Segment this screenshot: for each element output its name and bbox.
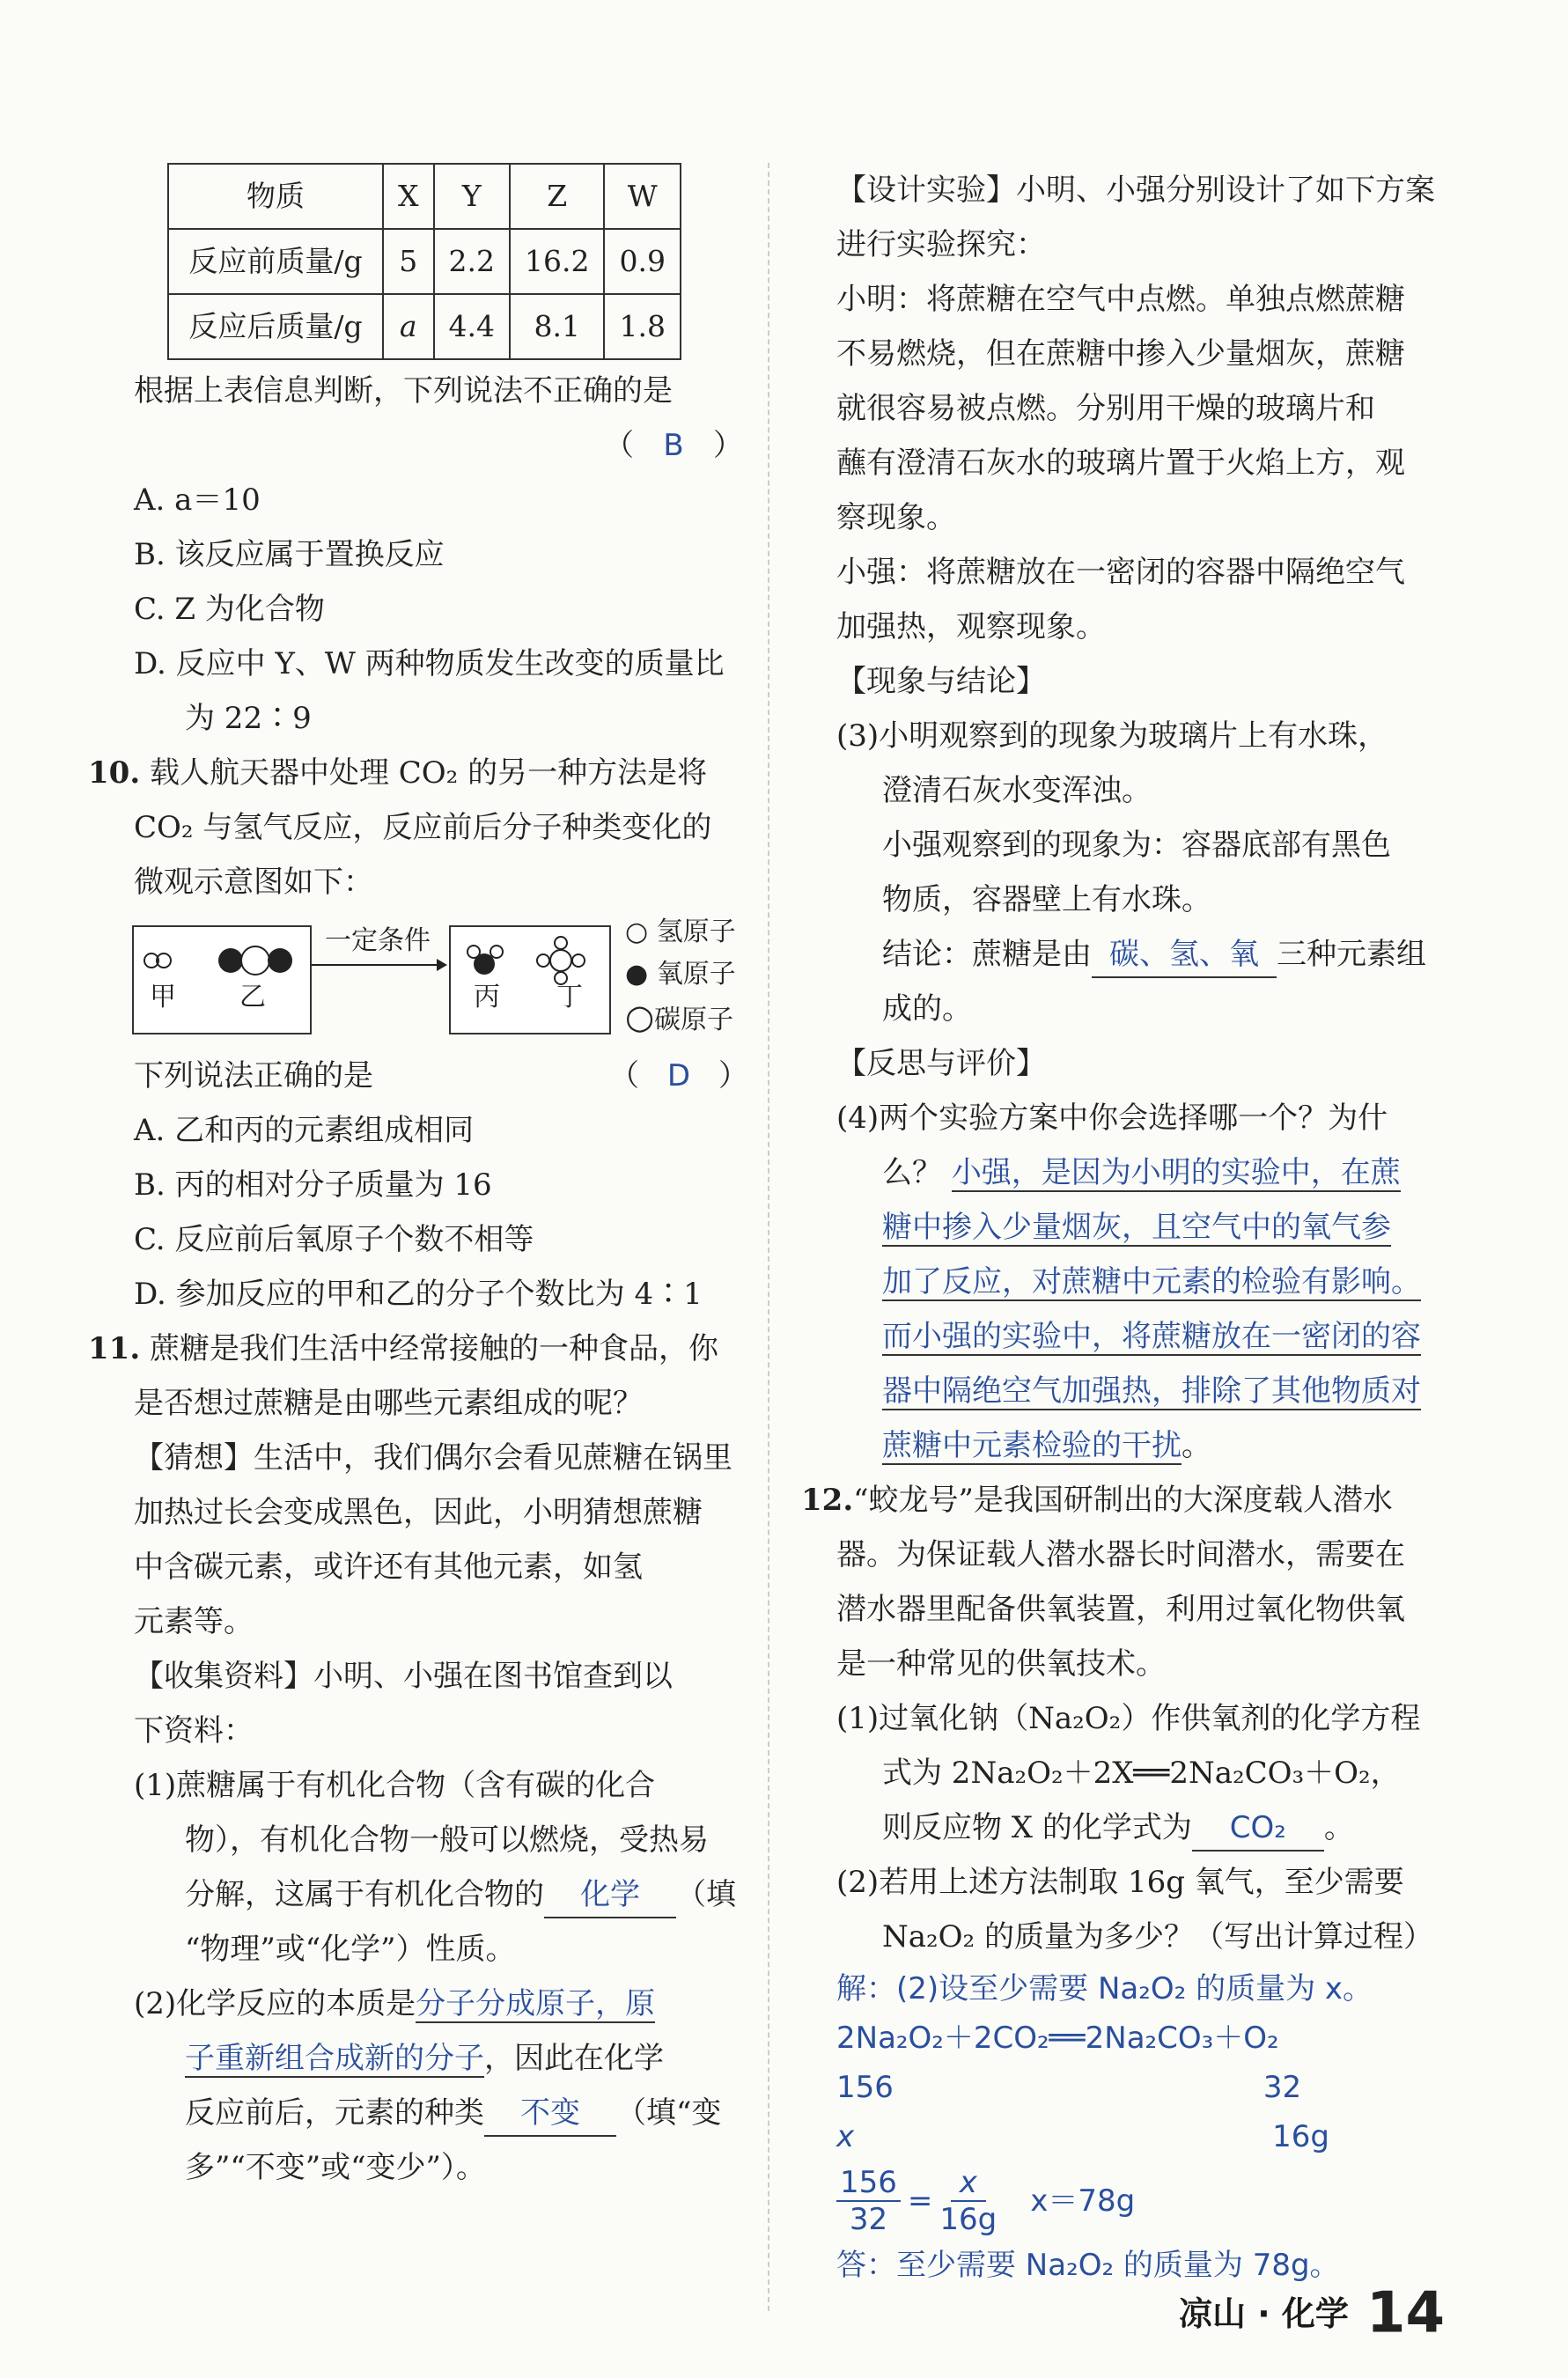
footer-label: 凉山 · 化学 [1179, 2293, 1349, 2333]
fraction [939, 2165, 997, 2237]
q9-option-b: B. 该反应属于置换反应 [134, 537, 445, 572]
legend-item [625, 911, 736, 953]
solution-values [836, 2112, 1444, 2161]
label-ding: 丁 [556, 982, 583, 1012]
q11-phen-answer: 碳、氢、氧 [1092, 932, 1277, 978]
q11-item2-text: ，因此在化学 [484, 2041, 664, 2076]
q11-phen-line: 成的。 [882, 991, 972, 1027]
table-cell: 0.9 [604, 229, 680, 294]
q11-xiaoming-line: 蘸有澄清石灰水的玻璃片置于火焰上方，观 [836, 445, 1405, 481]
table-cell: 16.2 [510, 229, 604, 294]
q9-option-c: C. Z 为化合物 [134, 592, 325, 627]
q12-item1-answer: CO₂ [1192, 1806, 1324, 1852]
q11-reflect-line [836, 1418, 1444, 1473]
q10-option-b: B. 丙的相对分子质量为 16 [134, 1167, 492, 1203]
solution-line: 解：(2)设至少需要 Na₂O₂ 的质量为 x。 [836, 1971, 1373, 2006]
table-header-cell: Y [434, 164, 510, 229]
solution-masses [836, 2063, 1444, 2112]
label-yi: 乙 [239, 982, 266, 1012]
atom-legend [625, 911, 736, 1042]
q9-option-a: A. a＝10 [134, 482, 261, 518]
q12-intro-text: “蛟龙号”是我国研制出的大深度载人潜水 [853, 1483, 1393, 1518]
solution-proportion [836, 2161, 1444, 2241]
q11-reflect-answer: 加了反应，对蔗糖中元素的检验有影响。 [882, 1264, 1421, 1299]
q10-stem2: 下列说法正确的是 [134, 1058, 373, 1093]
q11-xiaoming-line: 察现象。 [836, 500, 956, 535]
q9-option-d-cont: 为 22∶9 [185, 701, 312, 736]
q11-intro-text: 蔗糖是我们生活中经常接触的一种食品，你 [149, 1331, 718, 1366]
q9-data-table [167, 163, 681, 360]
q11-xiaoming-line: 就很容易被点燃。分别用干燥的玻璃片和 [836, 391, 1375, 426]
q11-reflect-line [836, 1364, 1444, 1418]
q11-design-line: 【设计实验】小明、小强分别设计了如下方案 [836, 173, 1435, 208]
solution-final: 答：至少需要 Na₂O₂ 的质量为 78g。 [836, 2248, 1340, 2283]
q11-item2-line [88, 2031, 748, 2086]
q11-item2-text: 反应前后，元素的种类 [185, 2095, 484, 2131]
q11-item2-text: （填“变 [616, 2095, 722, 2131]
solution-mass: 32 [1262, 2070, 1302, 2105]
legend-item [625, 996, 736, 1042]
q12-item1-text: 。 [1323, 1810, 1354, 1845]
legend-item [625, 953, 736, 996]
q11-xiaoqiang-line: 加强热，观察现象。 [836, 609, 1106, 644]
fraction [836, 2165, 901, 2237]
solution-result: x＝78g [1030, 2183, 1136, 2219]
q11-xiaoming-line: 不易燃烧，但在蔗糖中掺入少量烟灰，蔗糖 [836, 336, 1405, 372]
table-row [168, 294, 681, 359]
table-header-cell: Z [510, 164, 604, 229]
carbon-atom-icon [550, 950, 571, 971]
q10-stem-line: 微观示意图如下： [134, 865, 373, 900]
q11-reflect-answer: 器中隔绝空气加强热，排除了其他物质对 [882, 1373, 1421, 1409]
legend-label: 碳原子 [654, 1005, 734, 1035]
q11-item2-answer-b: 子重新组合成新的分子 [185, 2041, 484, 2076]
q11-item1-answer: 化学 [544, 1873, 676, 1918]
table-cell: 8.1 [510, 294, 604, 359]
q12-item2-line: (2)若用上述方法制取 16g 氧气，至少需要 [836, 1865, 1404, 1900]
q10-stem-text: 载人航天器中处理 CO₂ 的另一种方法是将 [149, 755, 708, 791]
q10-answer: D [666, 1058, 691, 1093]
q11-phen-line: 澄清石灰水变浑浊。 [882, 773, 1152, 808]
q11-item2-line [88, 2086, 748, 2140]
q11-guess-line: 元素等。 [134, 1604, 254, 1639]
oxygen-atom-icon [268, 948, 292, 973]
table-header-cell: 物质 [168, 164, 383, 229]
q11-reflect-answer: 蔗糖中元素检验的干扰 [882, 1428, 1182, 1463]
table-header-row [168, 164, 681, 229]
table-cell: 2.2 [434, 229, 510, 294]
q12-number: 12. [801, 1483, 854, 1518]
fraction-denominator: 32 [849, 2202, 888, 2237]
q11-item1-line: 物），有机化合物一般可以燃烧，受热易 [185, 1822, 709, 1858]
column-divider [768, 163, 769, 2311]
q10-stem-line: CO₂ 与氢气反应，反应前后分子种类变化的 [134, 810, 712, 845]
q11-intro-line [88, 1322, 748, 1376]
q11-xiaoming-line: 小明：将蔗糖在空气中点燃。单独点燃蔗糖 [836, 282, 1405, 317]
q11-guess-line: 中含碳元素，或许还有其他元素，如氢 [134, 1550, 643, 1585]
solution-equation: 2Na₂O₂＋2CO₂══2Na₂CO₃＋O₂ [836, 2021, 1279, 2056]
table-cell: a [383, 294, 434, 359]
solution-value: 16g [1272, 2119, 1329, 2154]
q11-reflect-answer: 而小强的实验中，将蔗糖放在一密闭的容 [882, 1319, 1421, 1354]
table-header-cell: X [383, 164, 434, 229]
q11-phen-line: 小强观察到的现象为：容器底部有黑色 [882, 828, 1391, 863]
q11-reflect-answer: 小强，是因为小明的实验中，在蔗 [951, 1155, 1401, 1190]
hydrogen-atom-icon [537, 954, 549, 967]
q10-molecule-diagram [132, 917, 748, 1040]
carbon-atom-icon [241, 946, 269, 975]
reactant-box [132, 925, 312, 1034]
q11-collect-line: 【收集资料】小明、小强在图书馆查到以 [134, 1659, 673, 1694]
fraction-numerator: 156 [836, 2165, 901, 2202]
fraction-denominator: 16g [939, 2202, 997, 2237]
oxygen-atom-icon [218, 948, 243, 973]
table-cell: 4.4 [434, 294, 510, 359]
q11-item2-line [88, 1977, 748, 2031]
q11-item2-line: 多”“不变”或“变少”）。 [185, 2150, 486, 2185]
q12-intro-line [801, 1473, 1444, 1528]
q10-number: 10. [88, 755, 141, 791]
q11-item1-line [88, 1867, 748, 1922]
left-column [88, 163, 748, 2195]
solution-value: x [836, 2119, 855, 2154]
q11-collect-line: 下资料： [134, 1713, 254, 1749]
q11-item1-text: 分解，这属于有机化合物的 [185, 1877, 544, 1912]
q11-reflect-title: 【反思与评价】 [836, 1046, 1046, 1081]
q11-reflect-answer: 糖中掺入少量烟灰，且空气中的氧气参 [882, 1210, 1391, 1245]
q11-reflect-text: 么？ [882, 1155, 942, 1190]
q11-phen-text: 三种元素组 [1277, 937, 1426, 972]
q11-design-line: 进行实验探究： [836, 227, 1046, 262]
q9-answer: B [663, 428, 684, 463]
table-header-cell: W [604, 164, 680, 229]
label-jia: 甲 [150, 982, 176, 1012]
table-cell: 1.8 [604, 294, 680, 359]
page-number: 14 [1366, 2280, 1445, 2346]
q11-item2-answer-a: 分子分成原子，原 [416, 1986, 656, 2021]
carbon-atom-icon: ○ [625, 998, 655, 1036]
q12-item1-line [836, 1800, 1444, 1855]
q12-intro-line: 器。为保证载人潜水器长时间潜水，需要在 [836, 1537, 1405, 1572]
hydrogen-atom-icon [467, 946, 480, 958]
product-box [449, 925, 611, 1034]
q12-item2-line: Na₂O₂ 的质量为多少？（写出计算过程） [882, 1919, 1433, 1955]
q11-xiaoqiang-line: 小强：将蔗糖放在一密闭的容器中隔绝空气 [836, 555, 1405, 590]
q11-reflect-line [836, 1309, 1444, 1364]
q11-phen-title: 【现象与结论】 [836, 664, 1046, 699]
q12-item1-line: 式为 2Na₂O₂＋2X══2Na₂CO₃＋O₂， [882, 1756, 1401, 1791]
table-cell: 5 [383, 229, 434, 294]
table-row [168, 229, 681, 294]
q11-phen-text: 结论：蔗糖是由 [882, 937, 1092, 972]
q12-solution [836, 1964, 1444, 2290]
equals-sign: = [907, 2183, 933, 2219]
q12-item1-line: (1)过氧化钠（Na₂O₂）作供氧剂的化学方程 [836, 1701, 1421, 1736]
q11-reflect-question: (4)两个实验方案中你会选择哪一个？为什 [836, 1101, 1388, 1136]
hydrogen-atom-icon [555, 937, 567, 949]
q11-number: 11. [88, 1331, 141, 1366]
q11-reflect-line [836, 1145, 1444, 1200]
q10-stem2-line: 下列说法正确的是 （ D ） [88, 1049, 748, 1103]
q12-intro-line: 潜水器里配备供氧装置，利用过氧化物供氧 [836, 1592, 1405, 1627]
q11-reflect-line [836, 1200, 1444, 1255]
q11-item1-line: (1)蔗糖属于有机化合物（含有碳的化合 [134, 1768, 656, 1803]
q12-item1-text: 则反应物 X 的化学式为 [882, 1810, 1192, 1845]
hydrogen-atom-icon [572, 954, 585, 967]
q10-option-c: C. 反应前后氧原子个数不相等 [134, 1222, 534, 1257]
q11-item1-text: （填 [676, 1877, 736, 1912]
solution-mass: 156 [836, 2070, 894, 2105]
q11-phen-line [836, 927, 1444, 982]
hydrogen-atom-icon [490, 946, 503, 958]
legend-label: 氢原子 [656, 917, 736, 947]
q11-item2-answer-c: 不变 [484, 2091, 616, 2137]
q11-phen-line: (3)小明观察到的现象为玻璃片上有水珠， [836, 718, 1388, 754]
right-column [801, 163, 1444, 2290]
q11-item2-text: (2)化学反应的本质是 [134, 1986, 416, 2021]
q10-option-d: D. 参加反应的甲和乙的分子个数比为 4∶1 [134, 1277, 703, 1312]
q9-option-d: D. 反应中 Y、W 两种物质发生改变的质量比 [134, 646, 725, 681]
q11-phen-line: 物质，容器壁上有水珠。 [882, 882, 1211, 917]
q11-item1-line: “物理”或“化学”）性质。 [185, 1932, 516, 1967]
fraction-numerator: x [951, 2165, 986, 2202]
oxygen-atom-icon: ● [625, 959, 649, 990]
table-cell: 反应前质量/g [168, 229, 383, 294]
reaction-condition: 一定条件 [325, 925, 431, 956]
q10-stem-line [88, 746, 748, 800]
page-footer [1179, 2280, 1445, 2346]
q11-reflect-line [836, 1255, 1444, 1309]
q11-intro-line: 是否想过蔗糖是由哪些元素组成的呢？ [134, 1386, 643, 1421]
table-cell: 反应后质量/g [168, 294, 383, 359]
label-bing: 丙 [474, 982, 500, 1012]
q12-intro-line: 是一种常见的供氧技术。 [836, 1646, 1166, 1682]
hydrogen-atom-icon: ○ [625, 917, 649, 947]
q9-answer-bracket: （ B ） [88, 418, 748, 473]
q11-guess-line: 加热过长会变成黑色，因此，小明猜想蔗糖 [134, 1495, 703, 1530]
q11-guess-line: 【猜想】生活中，我们偶尔会看见蔗糖在锅里 [134, 1440, 732, 1476]
legend-label: 氧原子 [656, 959, 736, 990]
q10-option-a: A. 乙和丙的元素组成相同 [134, 1113, 475, 1148]
q11-reflect-end: 。 [1182, 1428, 1211, 1463]
reaction-arrow-icon [308, 952, 449, 978]
q9-stem: 根据上表信息判断，下列说法不正确的是 [134, 373, 673, 409]
